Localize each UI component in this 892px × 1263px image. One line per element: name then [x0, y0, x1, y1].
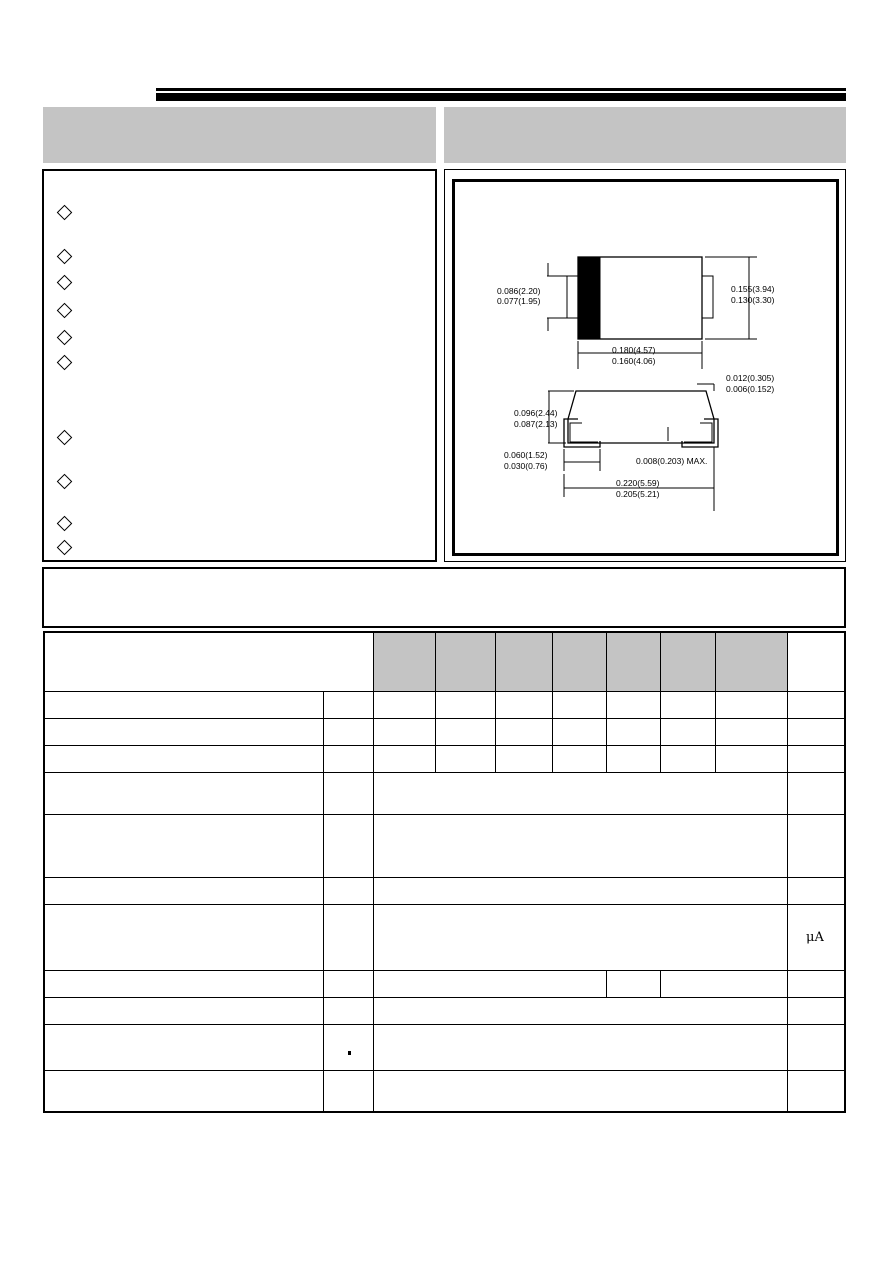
header-rule-thick — [156, 93, 846, 101]
unit-microamp: μA — [806, 930, 824, 945]
dim-height-label-2: 0.077(1.95) — [497, 296, 541, 306]
lead-right — [702, 276, 713, 318]
row-divider — [43, 772, 846, 773]
col-divider — [435, 633, 436, 772]
col-divider-symbol — [323, 691, 324, 1112]
dim-lead-thk-label-1: 0.012(0.305) — [726, 373, 775, 383]
col-header-2 — [436, 633, 495, 691]
dim-lead-len-label-1: 0.060(1.52) — [504, 450, 548, 460]
col-divider-units — [787, 633, 788, 1112]
col-header-1 — [374, 633, 435, 691]
col-divider — [606, 970, 607, 997]
ratings-note-box — [42, 567, 846, 628]
col-divider — [552, 633, 553, 772]
dim-lead-len-label-2: 0.030(0.76) — [504, 461, 548, 471]
features-box — [42, 169, 437, 562]
symbol-mark — [348, 1051, 351, 1055]
row-divider — [43, 1024, 846, 1025]
dim-width-label-2: 0.130(3.30) — [731, 295, 775, 305]
row-divider — [43, 970, 846, 971]
row-divider — [43, 997, 846, 998]
lead-left — [567, 276, 578, 318]
col-header-4 — [553, 633, 606, 691]
characteristics-table — [43, 631, 846, 1113]
dim-width-label-1: 0.155(3.94) — [731, 284, 775, 294]
col-divider-values — [373, 633, 374, 1112]
package-dimension-drawing — [452, 179, 839, 556]
title-panel-left — [43, 107, 436, 163]
col-divider — [495, 633, 496, 772]
col-divider — [715, 633, 716, 772]
header-rule-thin — [156, 88, 846, 91]
col-header-6 — [661, 633, 715, 691]
col-divider — [660, 633, 661, 772]
dim-length-label-1: 0.180(4.57) — [612, 345, 656, 355]
dim-height-label-1: 0.086(2.20) — [497, 286, 541, 296]
col-header-3 — [496, 633, 552, 691]
row-divider — [43, 814, 846, 815]
cathode-band — [578, 257, 600, 339]
row-divider — [43, 745, 846, 746]
title-panel-right — [444, 107, 846, 163]
dim-body-h-label-2: 0.087(2.13) — [514, 419, 558, 429]
row-divider — [43, 691, 846, 692]
col-divider — [660, 970, 661, 997]
dim-lead-thk-label-2: 0.006(0.152) — [726, 384, 775, 394]
col-header-5 — [607, 633, 660, 691]
col-header-7 — [716, 633, 787, 691]
dim-body-h-label-1: 0.096(2.44) — [514, 408, 558, 418]
dim-standoff-label: 0.008(0.203) MAX. — [636, 456, 708, 466]
col-divider — [606, 633, 607, 772]
row-divider — [43, 904, 846, 905]
row-divider — [43, 877, 846, 878]
row-divider — [43, 718, 846, 719]
dim-overall-label-1: 0.220(5.59) — [616, 478, 660, 488]
row-divider — [43, 1070, 846, 1071]
dim-length-label-2: 0.160(4.06) — [612, 356, 656, 366]
dim-overall-label-2: 0.205(5.21) — [616, 489, 660, 499]
package-body-side — [568, 391, 714, 443]
